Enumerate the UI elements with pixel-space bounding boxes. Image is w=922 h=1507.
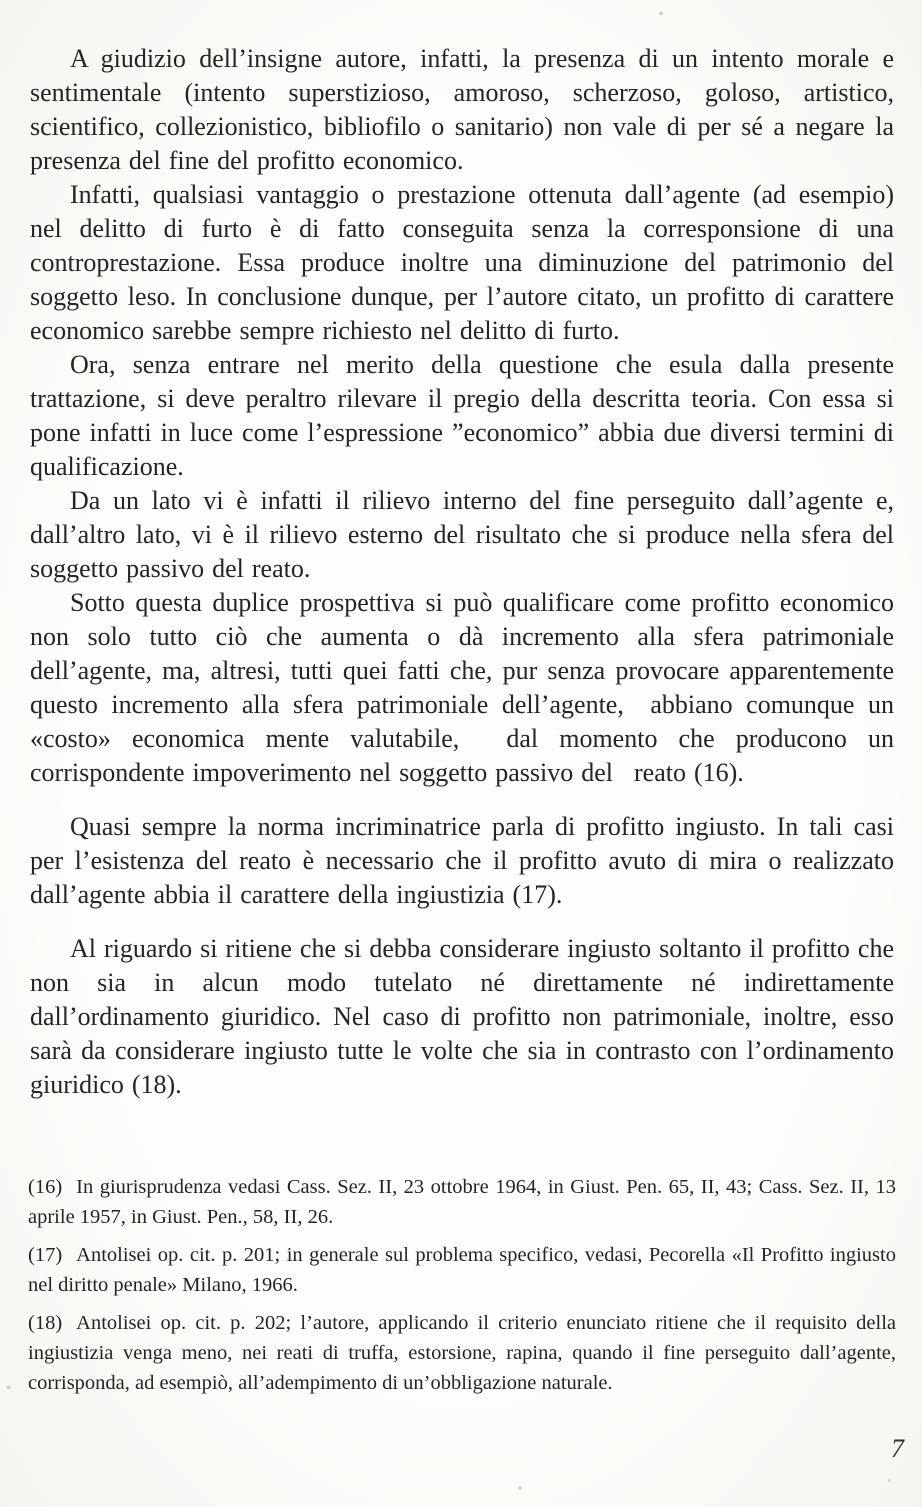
footnote-16-text: In giurisprudenza vedasi Cass. Sez. II, 23 ottobre 1964, in Giust. Pen. 65, II, 43; Cass. Sez. II, 13 aprile 1957, in Giust. Pen., 58, II, 26. [28,1176,896,1228]
footnote-18 [28,1308,896,1398]
body-text [30,42,894,1102]
scan-speck [6,1386,11,1389]
paragraph-2: Infatti, qualsiasi vantaggio o prestazione ottenuta dall’agente (ad esempio) nel delitto di furto è di fatto conseguita senza la corresponsione di una controprestazione. Essa produce inoltre una diminuzione del patrimonio del soggetto leso. In conclusione dunque, per l’autore citato, un profitto di carattere economico sarebbe sempre richiesto nel delitto di furto. [30,180,894,345]
paragraph-5: Sotto questa duplice prospettiva si può qualificare come profitto economico non solo tutto ciò che aumenta o dà incremento alla sfera patrimoniale dell’agente, ma, altresi, tutti quei fatti che, pur senza provocare apparentemente questo incremento alla sfera patrimoniale dell’agente, abbiano comunque un «costo» economica mente valutabile, dal momento che producono un corrispondente impoverimento nel soggetto passivo del reato (16). [30,588,894,787]
footnote-17 [28,1240,896,1300]
footnote-16 [28,1172,896,1232]
footnote-17-text: Antolisei op. cit. p. 201; in generale sul problema specifico, vedasi, Pecorella «Il Profitto ingiusto nel diritto penale» Milano, 1966. [28,1244,896,1296]
scan-speck [888,1479,891,1482]
paragraph-6: Quasi sempre la norma incriminatrice parla di profitto ingiusto. In tali casi per l’esistenza del reato è necessario che il profitto avuto di mira o realizzato dall’agente abbia il carattere della ingiustizia (17). [30,812,894,909]
paragraph-7: Al riguardo si ritiene che si debba considerare ingiusto soltanto il profitto che non sia in alcun modo tutelato né direttamente né indirettamente dall’ordinamento giuridico. Nel caso di profitto non patrimoniale, inoltre, esso sarà da considerare ingiusto tutte le volte che sia in contrasto con l’ordinamento giuridico (18). [30,934,894,1099]
paragraph-4: Da un lato vi è infatti il rilievo interno del fine perseguito dall’agente e, dall’altro lato, vi è il rilievo esterno del risultato che si produce nella sfera del soggetto passivo del reato. [30,486,894,583]
footnote-18-marker: (18) [28,1312,63,1334]
page-number: 7 [891,1434,904,1463]
footnote-16-marker: (16) [28,1176,63,1198]
footnote-18-text: Antolisei op. cit. p. 202; l’autore, applicando il criterio enunciato ritiene che il requisito della ingiustizia venga meno, nei reati di truffa, estorsione, rapina, quando il fine perseguito dall’agente, corrisponda, ad esempiò, all’adempimento di un’obbligazione naturale. [28,1312,896,1394]
paragraph-1: A giudizio dell’insigne autore, infatti, la presenza di un intento morale e sentimentale (intento superstizioso, amoroso, scherzoso, goloso, artistico, scientifico, collezionistico, bibliofilo o sanitario) non vale di per sé a negare la presenza del fine del profitto economico. [30,44,894,175]
footnote-17-marker: (17) [28,1244,63,1266]
scan-speck [518,1486,522,1490]
scan-speck [659,12,663,15]
footnotes-section [28,1172,896,1406]
paragraph-3: Ora, senza entrare nel merito della questione che esula dalla presente trattazione, si deve peraltro rilevare il pregio della descritta teoria. Con essa si pone infatti in luce come l’espressione ”economico” abbia due diversi termini di qualificazione. [30,350,894,481]
scan-speck [320,1057,324,1060]
